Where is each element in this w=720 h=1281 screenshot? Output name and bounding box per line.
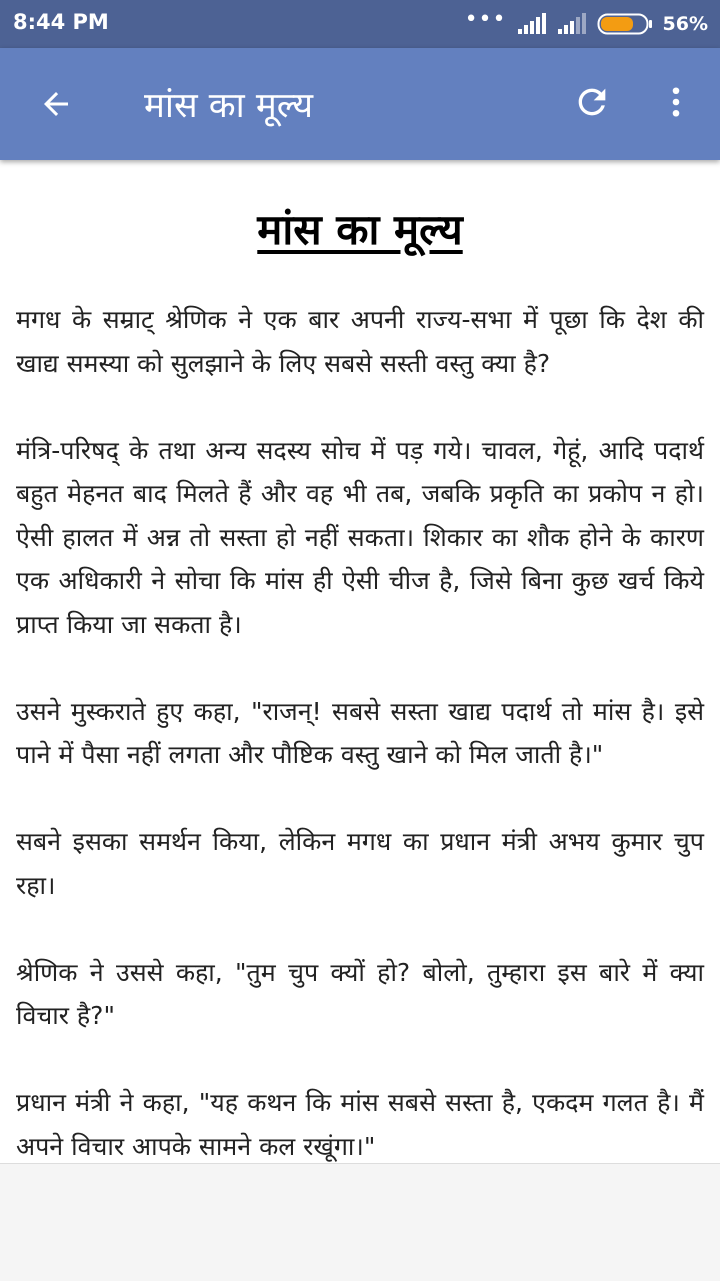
status-bar xyxy=(0,0,720,48)
article-paragraph: मगध के सम्राट् श्रेणिक ने एक बार अपनी राज्य-सभा में पूछा कि देश की खाद्य समस्या को सुलझाने के लिए सबसे सस्ती वस्तु क्या है? xyxy=(16,305,704,378)
article-view[interactable] xyxy=(0,160,720,1163)
signal-2-icon xyxy=(557,13,587,35)
arrow-back-icon xyxy=(38,86,74,122)
refresh-button[interactable] xyxy=(566,76,618,128)
battery-percent: 56% xyxy=(662,13,708,35)
article-title-text: मांस का मूल्य xyxy=(257,205,463,254)
bottom-blank-area xyxy=(0,1163,720,1281)
more-vert-icon xyxy=(658,84,694,120)
back-button[interactable] xyxy=(28,76,84,132)
article-paragraph: श्रेणिक ने उससे कहा, "तुम चुप क्यों हो? बोलो, तुम्हारा इस बारे में क्या विचार है?" xyxy=(16,957,704,1030)
refresh-icon xyxy=(572,82,612,122)
article-title xyxy=(0,200,720,257)
signal-1-icon xyxy=(517,13,547,35)
battery-icon xyxy=(597,12,653,36)
article-paragraph: मंत्रि-परिषद् के तथा अन्य सदस्य सोच में पड़ गये। चावल, गेहूं, आदि पदार्थ बहुत मेहनत बाद मिलते हैं और वह भी तब, जबकि प्रकृति का प्रकोप न हो। ऐसी हालत में अन्न तो सस्ता हो नहीं सकता। शिकार का शौक होने के कारण एक अधिकारी ने सोचा कि मांस ही ऐसी चीज है, जिसे बिना कुछ खर्च किये प्राप्त किया जा सकता है। xyxy=(16,435,704,639)
status-time: 8:44 PM xyxy=(13,10,109,34)
article-paragraph: उसने मुस्कराते हुए कहा, "राजन्! सबसे सस्ता खाद्य पदार्थ तो मांस है। इसे पाने में पैसा नहीं लगता और पौष्टिक वस्तु खाने को मिल जाती है।" xyxy=(16,696,704,769)
overflow-menu-button[interactable] xyxy=(650,76,702,128)
app-bar xyxy=(0,48,720,160)
page-title: मांस का मूल्य xyxy=(144,86,314,126)
status-icons xyxy=(464,7,708,38)
article-paragraph: प्रधान मंत्री ने कहा, "यह कथन कि मांस सबसे सस्ता है, एकदम गलत है। मैं अपने विचार आपके सामने कल रखूंगा।" xyxy=(16,1088,704,1161)
article-paragraph: सबने इसका समर्थन किया, लेकिन मगध का प्रधान मंत्री अभय कुमार चुप रहा। xyxy=(16,827,704,900)
notification-dots-icon: ••• xyxy=(464,7,507,32)
article-body xyxy=(16,298,704,1163)
